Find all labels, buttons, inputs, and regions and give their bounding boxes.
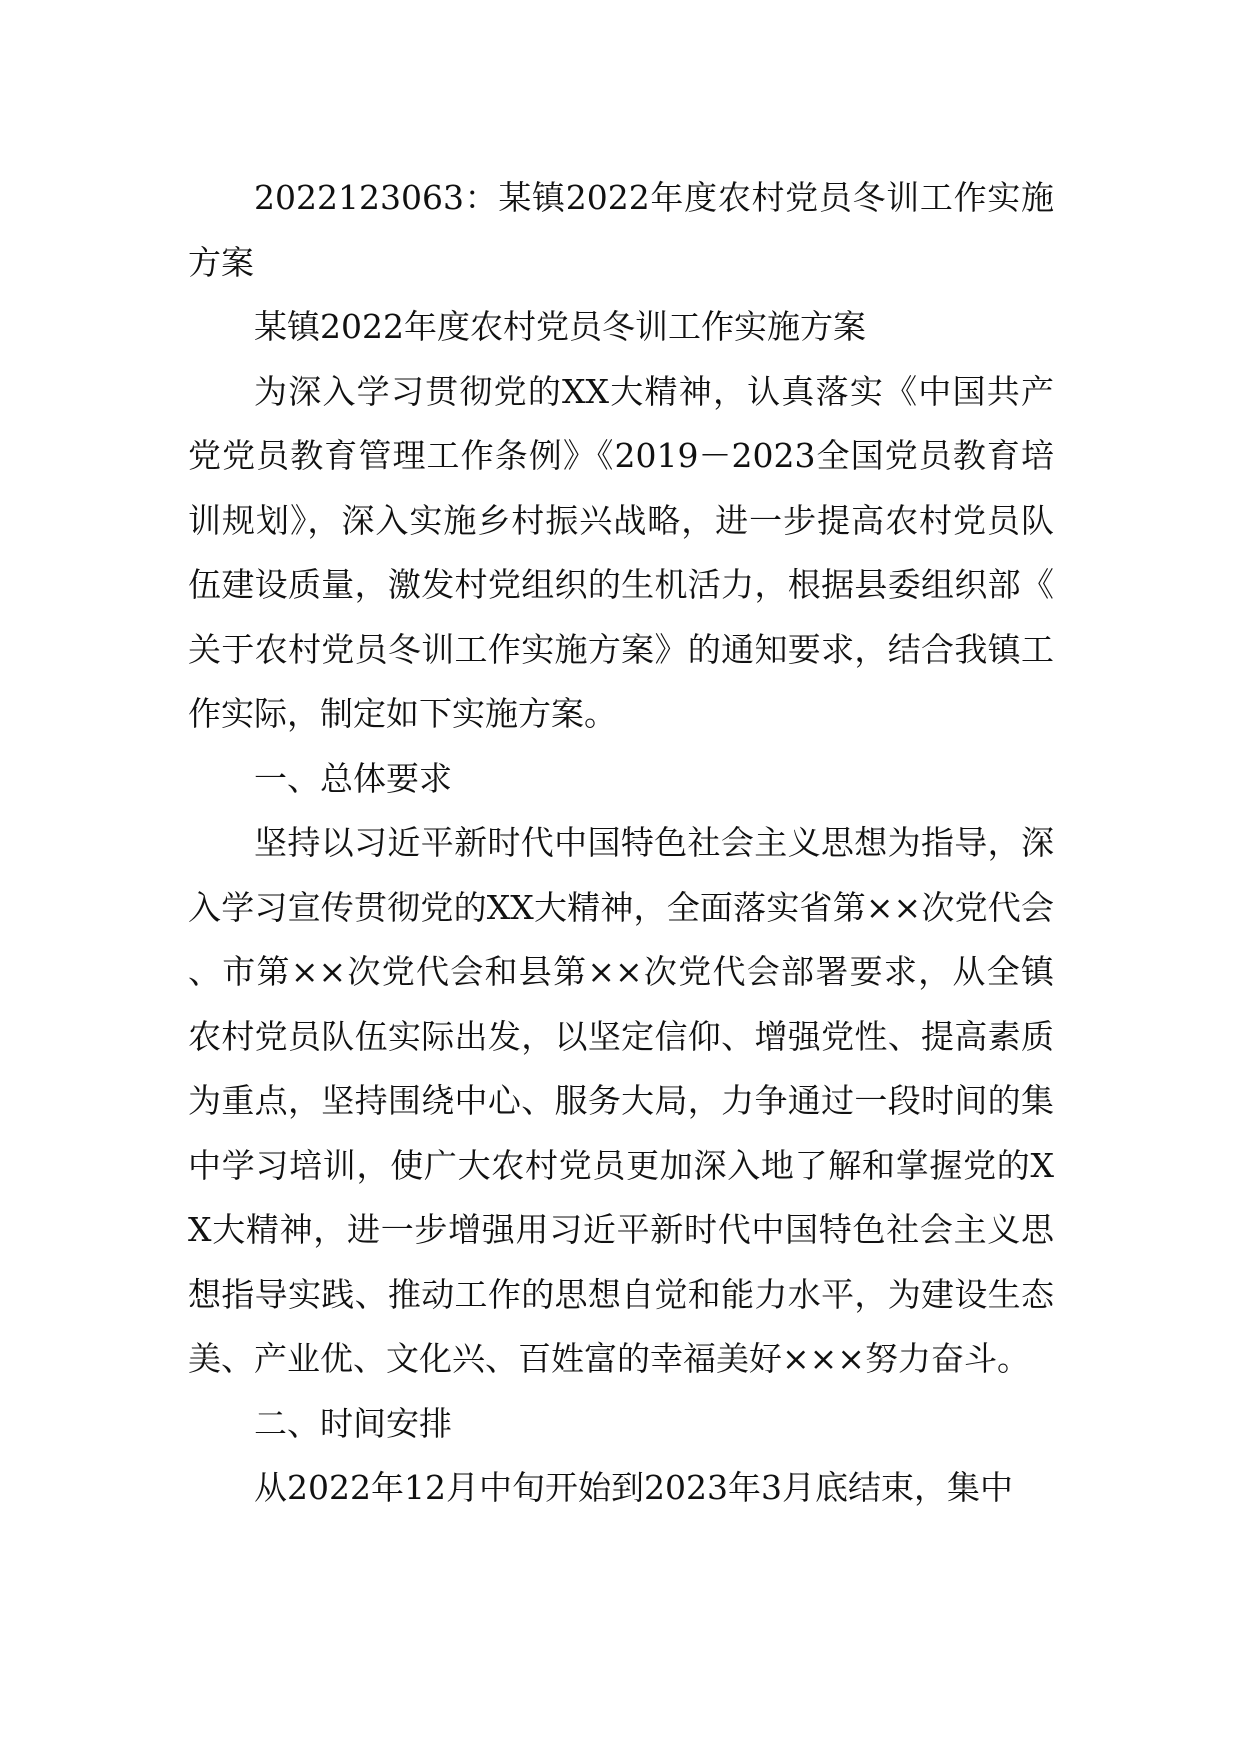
general-requirements-paragraph: 坚持以习近平新时代中国特色社会主义思想为指导，深入学习宣传贯彻党的XX大精神，全面落实省第××次党代会、市第××次党代会和县第××次党代会部署要求，从全镇农村党员队伍实际出发，以坚定信仰、增强党性、提高素质为重点，坚持围绕中心、服务大局，力争通过一段时间的集中学习培训，使广大农村党员更加深入地了解和掌握党的XX大精神，进一步增强用习近平新时代中国特色社会主义思想指导实践、推动工作的思想自觉和能力水平，为建设生态美、产业优、文化兴、百姓富的幸福美好×××努力奋斗。 <box>188 823 1054 1378</box>
schedule-paragraph: 从2022年12月中旬开始到2023年3月底结束，集中 <box>254 1468 1013 1507</box>
document-body <box>188 166 1054 1521</box>
intro-paragraph: 为深入学习贯彻党的XX大精神，认真落实《中国共产党党员教育管理工作条例》《2019－2023全国党员教育培训规划》，深入实施乡村振兴战略，进一步提高农村党员队伍建设质量，激发村党组织的生机活力，根据县委组织部《关于农村党员冬训工作实施方案》的通知要求，结合我镇工作实际，制定如下实施方案。 <box>188 371 1054 733</box>
document-title: 某镇2022年度农村党员冬训工作实施方案 <box>254 307 866 346</box>
document-heading: 2022123063：某镇2022年度农村党员冬训工作实施方案 <box>188 178 1054 282</box>
section-heading-schedule: 二、时间安排 <box>254 1403 452 1443</box>
section-heading-general-requirements: 一、总体要求 <box>254 758 452 798</box>
